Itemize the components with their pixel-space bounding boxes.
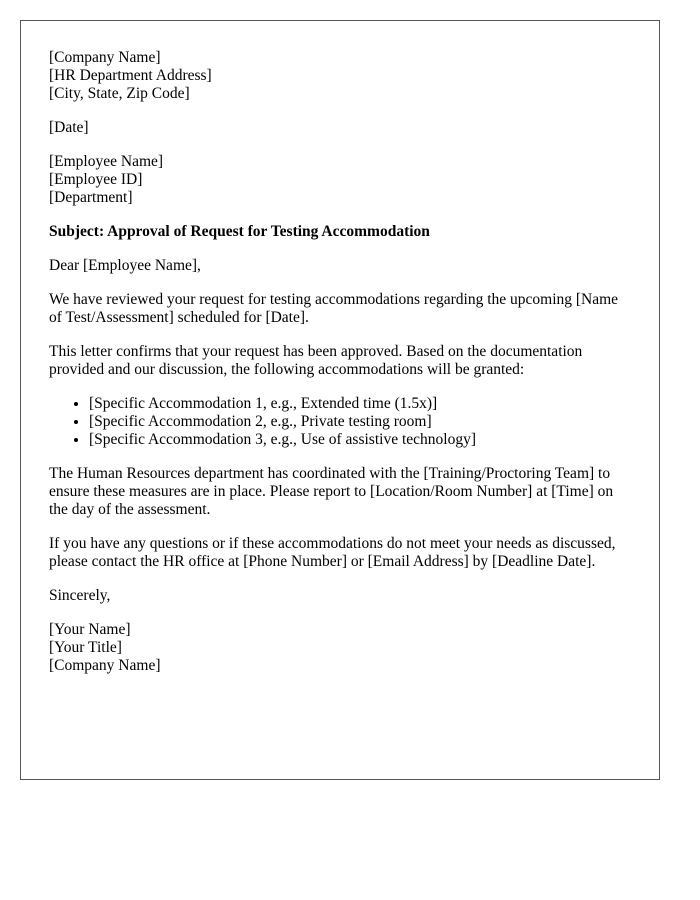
signature-title: [Your Title] xyxy=(49,639,122,656)
recipient-block xyxy=(49,153,631,207)
paragraph-review: We have reviewed your request for testing accommodations regarding the upcoming [Name of Test/Assessment] scheduled for [Date]. xyxy=(49,291,619,326)
sender-city-state-zip: [City, State, Zip Code] xyxy=(49,85,190,102)
signature-name: [Your Name] xyxy=(49,621,131,638)
sender-company: [Company Name] xyxy=(49,49,161,66)
signature-block xyxy=(49,621,631,675)
list-item: • [Specific Accommodation 3, e.g., Use of assistive technology] xyxy=(89,431,631,449)
date-text: [Date] xyxy=(49,119,89,136)
sender-address-block xyxy=(49,49,631,103)
paragraph-contact: If you have any questions or if these accommodations do not meet your needs as discussed, please contact the HR office at [Phone Number] or [Email Address] by [Deadline Date]. xyxy=(49,535,616,570)
salutation: Dear [Employee Name], xyxy=(49,257,201,274)
closing: Sincerely, xyxy=(49,587,111,604)
recipient-department: [Department] xyxy=(49,189,133,206)
paragraph-coordination: The Human Resources department has coordinated with the [Training/Proctoring Team] to ensure these measures are in place. Please report to [Location/Room Number] at [Time] on the day of the assessment. xyxy=(49,465,614,518)
letter-date xyxy=(49,119,631,137)
accommodations-list xyxy=(49,395,631,449)
signature-company: [Company Name] xyxy=(49,657,161,674)
list-item: • [Specific Accommodation 2, e.g., Private testing room] xyxy=(89,413,631,431)
letter-page xyxy=(20,20,660,780)
recipient-name: [Employee Name] xyxy=(49,153,164,170)
paragraph-approval: This letter confirms that your request has been approved. Based on the documentation provided and our discussion, the following accommodations will be granted: xyxy=(49,343,583,378)
recipient-id: [Employee ID] xyxy=(49,171,143,188)
subject-line: Subject: Approval of Request for Testing Accommodation xyxy=(49,223,430,240)
sender-address: [HR Department Address] xyxy=(49,67,212,84)
list-item: • [Specific Accommodation 1, e.g., Extended time (1.5x)] xyxy=(89,395,631,413)
